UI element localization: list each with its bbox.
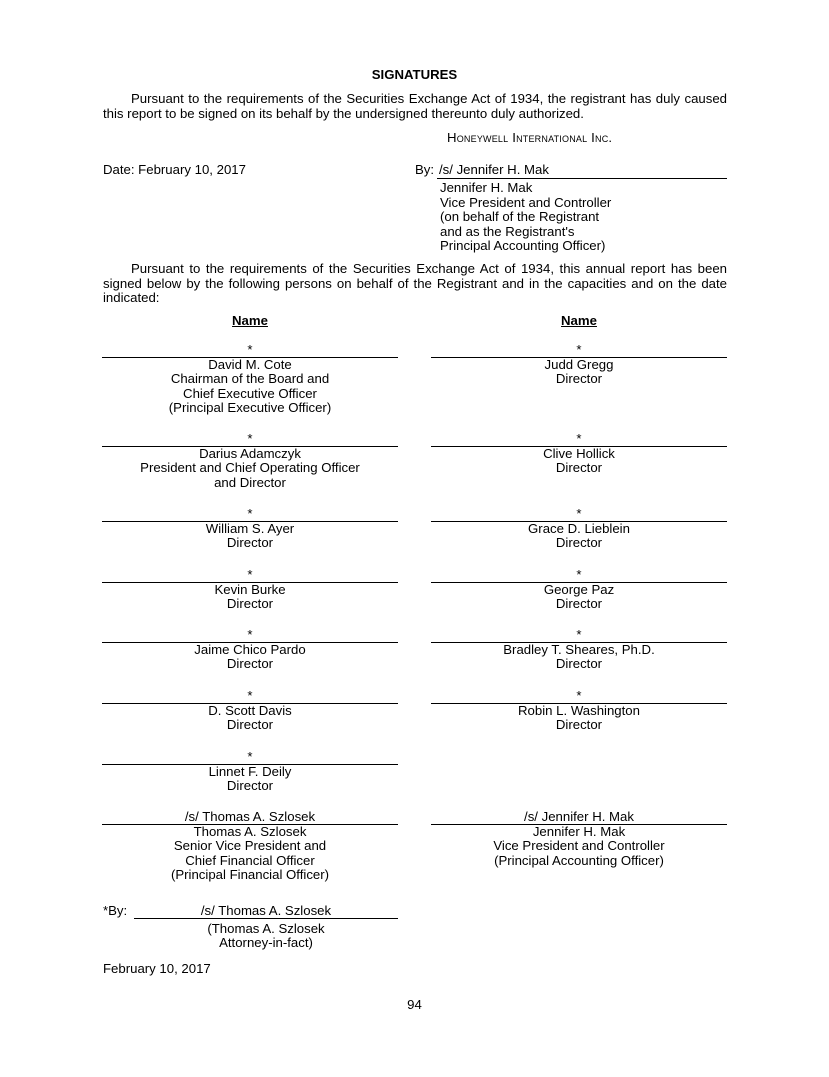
signature-block xyxy=(102,689,398,733)
signer-title: Director xyxy=(226,535,274,551)
signer-line: Vice President and Controller xyxy=(440,194,612,210)
signer-name: Jennifer H. Mak xyxy=(532,824,626,839)
signer-title: (Principal Executive Officer) xyxy=(168,399,332,415)
signer-title: Senior Vice President and xyxy=(173,838,327,854)
signature-mark: * xyxy=(576,688,582,703)
signer-line: Principal Accounting Officer) xyxy=(440,238,606,253)
signer-line: (on behalf of the Registrant xyxy=(440,209,600,224)
signature-block xyxy=(431,628,727,672)
signer-title: (Principal Accounting Officer) xyxy=(494,852,664,868)
signer-title: Director xyxy=(555,656,603,672)
signature-block xyxy=(102,507,398,551)
signer-name: Judd Gregg xyxy=(544,357,614,372)
signature-mark: * xyxy=(576,506,582,521)
signer-title: Chief Executive Officer xyxy=(183,385,317,401)
signer-name: Clive Hollick xyxy=(543,446,615,461)
attorney-title: Attorney-in-fact) xyxy=(219,935,313,951)
signature-block xyxy=(431,568,727,612)
signature-mark: * xyxy=(247,688,253,703)
signer-name: Bradley T. Sheares, Ph.D. xyxy=(503,642,655,657)
signer-title: President and Chief Operating Officer xyxy=(140,460,360,476)
signer-title: Director xyxy=(555,371,603,387)
signature-mark: * xyxy=(247,431,253,446)
signature-block xyxy=(431,689,727,733)
registrant-signer-block xyxy=(440,181,700,254)
signer-title: Director xyxy=(226,656,274,672)
signer-title: (Principal Financial Officer) xyxy=(170,866,330,882)
signer-name: David M. Cote xyxy=(208,357,292,372)
signature-block xyxy=(431,507,727,551)
signature-block xyxy=(102,343,398,415)
page-number: 94 xyxy=(407,997,422,1012)
second-paragraph: Pursuant to the requirements of the Securities Exchange Act of 1934, this annual report has been signed below by the following persons on behalf of the Registrant and in the capacities and on the date indicated: xyxy=(103,261,727,305)
attorney-signature: /s/ Thomas A. Szlosek xyxy=(200,903,332,918)
attorney-block xyxy=(134,922,398,951)
attorney-by-label: *By: xyxy=(103,903,128,918)
signer-name: Grace D. Lieblein xyxy=(528,521,630,536)
signature-block xyxy=(102,628,398,672)
signer-name: Kevin Burke xyxy=(214,582,286,597)
signature-block xyxy=(431,810,727,868)
signer-title: Chairman of the Board and xyxy=(170,371,330,387)
signature-mark: * xyxy=(576,431,582,446)
signer-title: Director xyxy=(555,717,603,733)
signer-title: Director xyxy=(226,717,274,733)
closing-date: February 10, 2017 xyxy=(103,961,211,976)
signer-line: and as the Registrant's xyxy=(440,223,575,239)
signature-block xyxy=(102,568,398,612)
signature-mark: * xyxy=(576,627,582,642)
signer-name: Robin L. Washington xyxy=(518,703,640,718)
column-header-name-left: Name xyxy=(232,313,268,328)
signature-mark: /s/ Jennifer H. Mak xyxy=(524,809,634,824)
signer-name: Thomas A. Szlosek xyxy=(193,824,307,839)
signer-line: Jennifer H. Mak xyxy=(440,180,533,195)
signer-name: D. Scott Davis xyxy=(208,703,292,718)
signer-title: Director xyxy=(226,596,274,612)
signer-title: Director xyxy=(555,596,603,612)
signature-mark: * xyxy=(576,342,582,357)
signature-mark: /s/ Thomas A. Szlosek xyxy=(184,809,316,824)
registrant-signature: /s/ Jennifer H. Mak xyxy=(439,162,549,177)
report-date: Date: February 10, 2017 xyxy=(103,162,246,177)
signer-title: Vice President and Controller xyxy=(493,838,665,854)
signer-title: Director xyxy=(555,535,603,551)
signer-name: Darius Adamczyk xyxy=(199,446,301,461)
signature-block xyxy=(102,810,398,882)
signature-block xyxy=(431,432,727,476)
signature-mark: * xyxy=(247,506,253,521)
signer-name: Linnet F. Deily xyxy=(208,764,292,779)
signer-title: Director xyxy=(555,460,603,476)
signature-line xyxy=(134,918,398,919)
signer-name: Jaime Chico Pardo xyxy=(194,642,306,657)
signature-block xyxy=(431,343,727,387)
company-name: Honeywell International Inc. xyxy=(447,130,613,145)
signature-block xyxy=(102,432,398,490)
column-header-name-right: Name xyxy=(561,313,597,328)
signature-mark: * xyxy=(247,342,253,357)
attorney-name: (Thomas A. Szlosek xyxy=(207,921,325,936)
signer-title: Chief Financial Officer xyxy=(185,852,315,868)
signer-title: Director xyxy=(226,778,274,794)
signature-mark: * xyxy=(247,567,253,582)
by-label: By: xyxy=(415,162,435,177)
signature-mark: * xyxy=(247,627,253,642)
signature-mark: * xyxy=(576,567,582,582)
signature-block xyxy=(102,750,398,794)
signer-name: George Paz xyxy=(543,582,615,597)
signature-line xyxy=(437,178,727,179)
intro-paragraph: Pursuant to the requirements of the Securities Exchange Act of 1934, the registrant has duly caused this report to be signed on its behalf by the undersigned thereunto duly authorized. xyxy=(103,91,727,121)
signature-mark: * xyxy=(247,749,253,764)
signatures-heading: SIGNATURES xyxy=(371,67,458,82)
signer-name: William S. Ayer xyxy=(205,521,295,536)
signer-title: and Director xyxy=(214,474,286,490)
